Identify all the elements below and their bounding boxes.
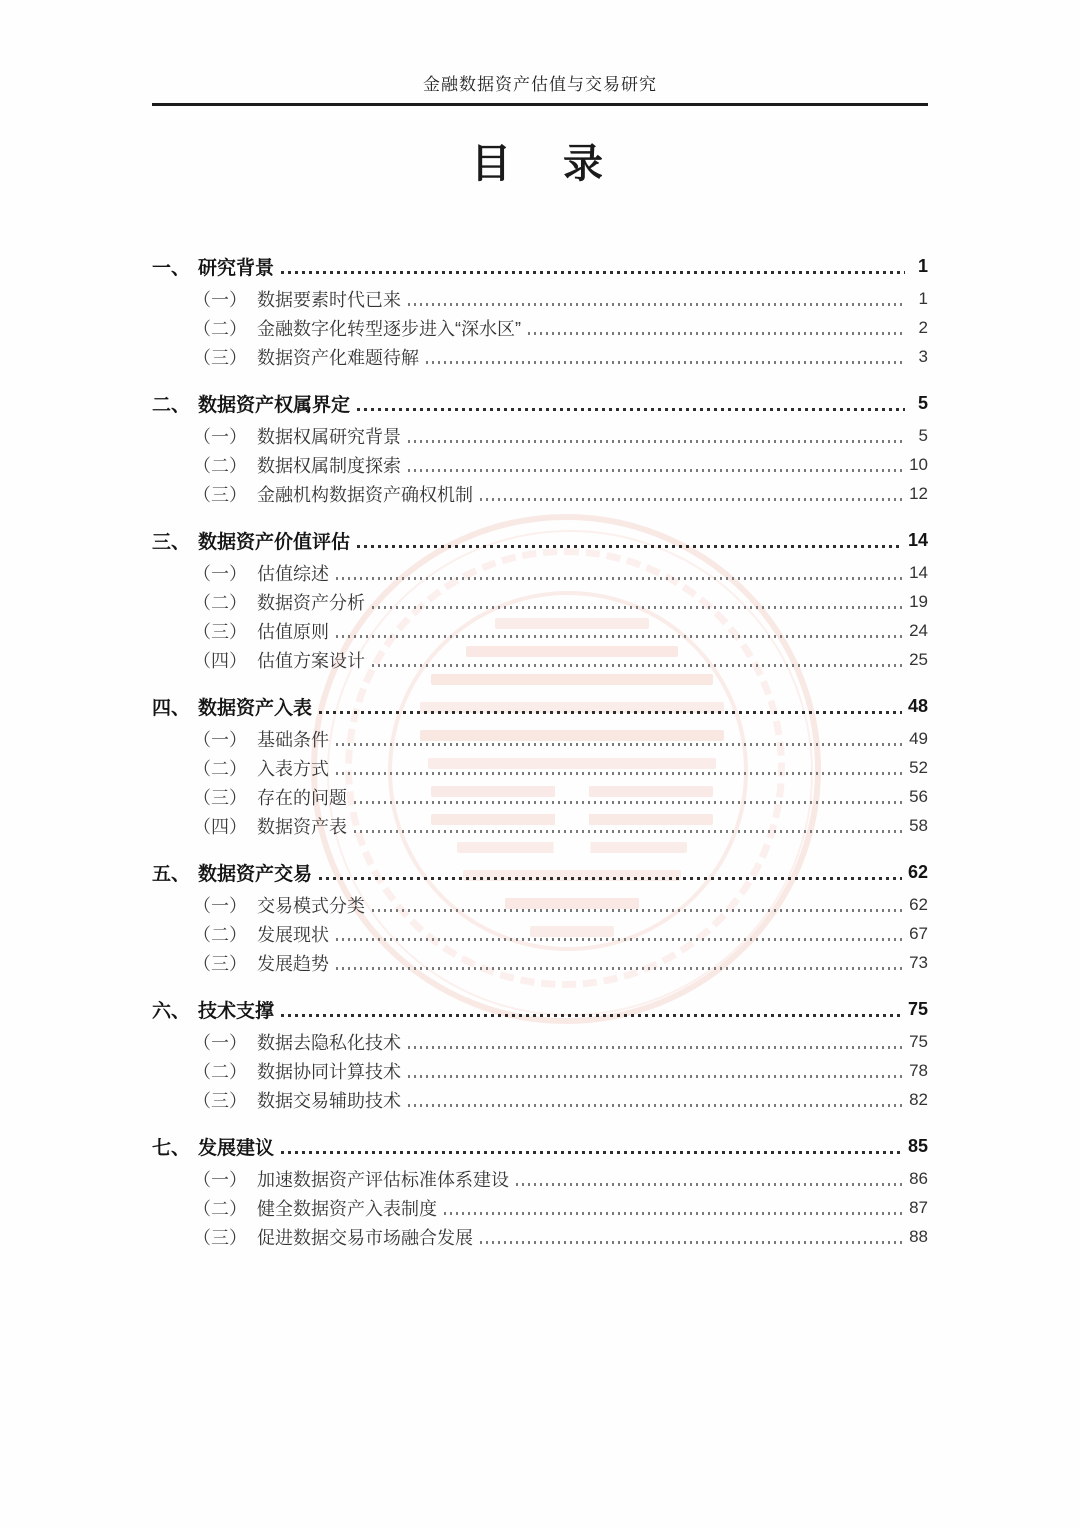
entry-number: （二） [193,1198,247,1219]
dot-leader [408,303,905,306]
toc-entry-row[interactable] [152,753,928,782]
dot-leader [336,938,903,941]
toc-entry-row[interactable] [152,558,928,587]
chapter-label: 研究背景 [198,257,275,279]
chapter-page: 62 [907,861,928,882]
dot-leader [372,664,903,667]
entry-page: 78 [909,1060,928,1080]
entry-page: 1 [918,288,928,308]
entry-number: （二） [193,924,247,945]
entry-label: 入表方式 [257,758,329,779]
toc-chapter-row[interactable] [152,854,928,890]
entry-label: 金融数字化转型逐步进入“深水区” [257,318,521,339]
entry-number: （二） [193,1061,247,1082]
chapter-number: 七、 [152,1137,191,1159]
dot-leader [516,1183,903,1186]
dot-leader [319,877,902,880]
toc-entry-row[interactable] [152,1193,928,1222]
toc-entry-row[interactable] [152,1164,928,1193]
entry-page: 67 [909,923,928,943]
toc-entry-row[interactable] [152,724,928,753]
chapter-label: 发展建议 [198,1137,275,1159]
entry-page: 5 [918,425,928,445]
dot-leader [426,361,905,364]
toc-section [152,248,928,371]
entry-number: （一） [193,1032,247,1053]
entry-page: 73 [909,952,928,972]
toc-section [152,854,928,977]
toc-entry-row[interactable] [152,919,928,948]
entry-number: （三） [193,953,247,974]
toc-entry-row[interactable] [152,342,928,371]
entry-label: 数据权属制度探索 [257,455,401,476]
entry-number: （三） [193,621,247,642]
entry-number: （一） [193,289,247,310]
entry-page: 88 [909,1226,928,1246]
chapter-label: 数据资产交易 [198,863,313,885]
chapter-label: 数据资产价值评估 [198,531,351,553]
entry-page: 19 [909,591,928,611]
chapter-page: 75 [907,998,928,1019]
dot-leader [480,1241,903,1244]
entry-label: 发展现状 [257,924,329,945]
entry-page: 14 [909,562,928,582]
toc-entry-row[interactable] [152,890,928,919]
entry-page: 10 [909,454,928,474]
dot-leader [336,577,903,580]
entry-page: 24 [909,620,928,640]
dot-leader [528,332,905,335]
dot-leader [480,498,903,501]
entry-number: （一） [193,729,247,750]
toc-entry-row[interactable] [152,811,928,840]
entry-number: （三） [193,1090,247,1111]
entry-page: 86 [909,1168,928,1188]
entry-label: 发展趋势 [257,953,329,974]
entry-number: （三） [193,787,247,808]
dot-leader [357,545,902,548]
toc-chapter-row[interactable] [152,522,928,558]
entry-number: （三） [193,347,247,368]
entry-page: 75 [909,1031,928,1051]
entry-label: 估值原则 [257,621,329,642]
dot-leader [354,830,903,833]
dot-leader [408,440,905,443]
entry-number: （一） [193,426,247,447]
entry-number: （一） [193,563,247,584]
dot-leader [354,801,903,804]
entry-number: （二） [193,455,247,476]
entry-label: 加速数据资产评估标准体系建设 [257,1169,509,1190]
entry-label: 数据资产表 [257,816,347,837]
entry-label: 估值方案设计 [257,650,365,671]
dot-leader [336,967,903,970]
toc-entry-row[interactable] [152,1085,928,1114]
dot-leader [408,469,903,472]
entry-number: （三） [193,1227,247,1248]
entry-label: 促进数据交易市场融合发展 [257,1227,473,1248]
dot-leader [408,1046,903,1049]
entry-number: （四） [193,816,247,837]
toc-chapter-row[interactable] [152,1128,928,1164]
entry-label: 数据去隐私化技术 [257,1032,401,1053]
entry-page: 49 [909,728,928,748]
toc-entry-row[interactable] [152,284,928,313]
chapter-page: 14 [907,529,928,550]
table-of-contents [152,248,928,1251]
entry-label: 健全数据资产入表制度 [257,1198,437,1219]
dot-leader [281,271,905,274]
entry-page: 87 [909,1197,928,1217]
toc-chapter-row[interactable] [152,688,928,724]
entry-page: 25 [909,649,928,669]
entry-number: （一） [193,1169,247,1190]
toc-section [152,1128,928,1251]
dot-leader [281,1014,902,1017]
entry-label: 基础条件 [257,729,329,750]
toc-entry-row[interactable] [152,782,928,811]
chapter-number: 六、 [152,1000,191,1022]
entry-page: 12 [909,483,928,503]
toc-entry-row[interactable] [152,1056,928,1085]
dot-leader [319,711,902,714]
entry-label: 数据协同计算技术 [257,1061,401,1082]
entry-label: 存在的问题 [257,787,347,808]
toc-chapter-row[interactable] [152,385,928,421]
chapter-label: 数据资产权属界定 [198,394,351,416]
chapter-label: 数据资产入表 [198,697,313,719]
entry-label: 交易模式分类 [257,895,365,916]
dot-leader [372,606,903,609]
header-rule [152,103,928,106]
entry-page: 2 [918,317,928,337]
chapter-number: 二、 [152,394,191,416]
toc-entry-row[interactable] [152,421,928,450]
chapter-number: 四、 [152,697,191,719]
toc-entry-row[interactable] [152,645,928,674]
chapter-page: 5 [917,392,928,413]
toc-entry-row[interactable] [152,450,928,479]
entry-label: 数据要素时代已来 [257,289,401,310]
chapter-number: 五、 [152,863,191,885]
toc-entry-row[interactable] [152,587,928,616]
toc-chapter-row[interactable] [152,991,928,1027]
entry-page: 52 [909,757,928,777]
chapter-page: 1 [917,255,928,276]
toc-section [152,688,928,840]
dot-leader [336,743,903,746]
toc-section [152,385,928,508]
entry-number: （三） [193,484,247,505]
entry-page: 58 [909,815,928,835]
toc-entry-row[interactable] [152,479,928,508]
entry-number: （二） [193,758,247,779]
chapter-label: 技术支撑 [198,1000,275,1022]
entry-label: 数据资产分析 [257,592,365,613]
toc-title: 目 录 [471,142,609,186]
entry-label: 数据权属研究背景 [257,426,401,447]
dot-leader [408,1104,903,1107]
dot-leader [336,772,903,775]
toc-entry-row[interactable] [152,616,928,645]
entry-number: （四） [193,650,247,671]
entry-number: （一） [193,895,247,916]
dot-leader [281,1151,902,1154]
entry-page: 62 [909,894,928,914]
entry-page: 56 [909,786,928,806]
entry-number: （二） [193,592,247,613]
dot-leader [444,1212,903,1215]
entry-label: 估值综述 [257,563,329,584]
running-header [152,70,928,106]
document-title: 金融数据资产估值与交易研究 [423,75,657,94]
dot-leader [372,909,903,912]
chapter-page: 85 [907,1135,928,1156]
toc-section [152,991,928,1114]
toc-chapter-row[interactable] [152,248,928,284]
toc-entry-row[interactable] [152,948,928,977]
entry-label: 金融机构数据资产确权机制 [257,484,473,505]
chapter-number: 一、 [152,257,191,279]
entry-page: 3 [918,346,928,366]
chapter-page: 48 [907,695,928,716]
dot-leader [357,408,905,411]
dot-leader [408,1075,903,1078]
entry-page: 82 [909,1089,928,1109]
toc-entry-row[interactable] [152,313,928,342]
toc-entry-row[interactable] [152,1222,928,1251]
toc-section [152,522,928,674]
entry-label: 数据交易辅助技术 [257,1090,401,1111]
entry-label: 数据资产化难题待解 [257,347,419,368]
chapter-number: 三、 [152,531,191,553]
entry-number: （二） [193,318,247,339]
toc-entry-row[interactable] [152,1027,928,1056]
dot-leader [336,635,903,638]
